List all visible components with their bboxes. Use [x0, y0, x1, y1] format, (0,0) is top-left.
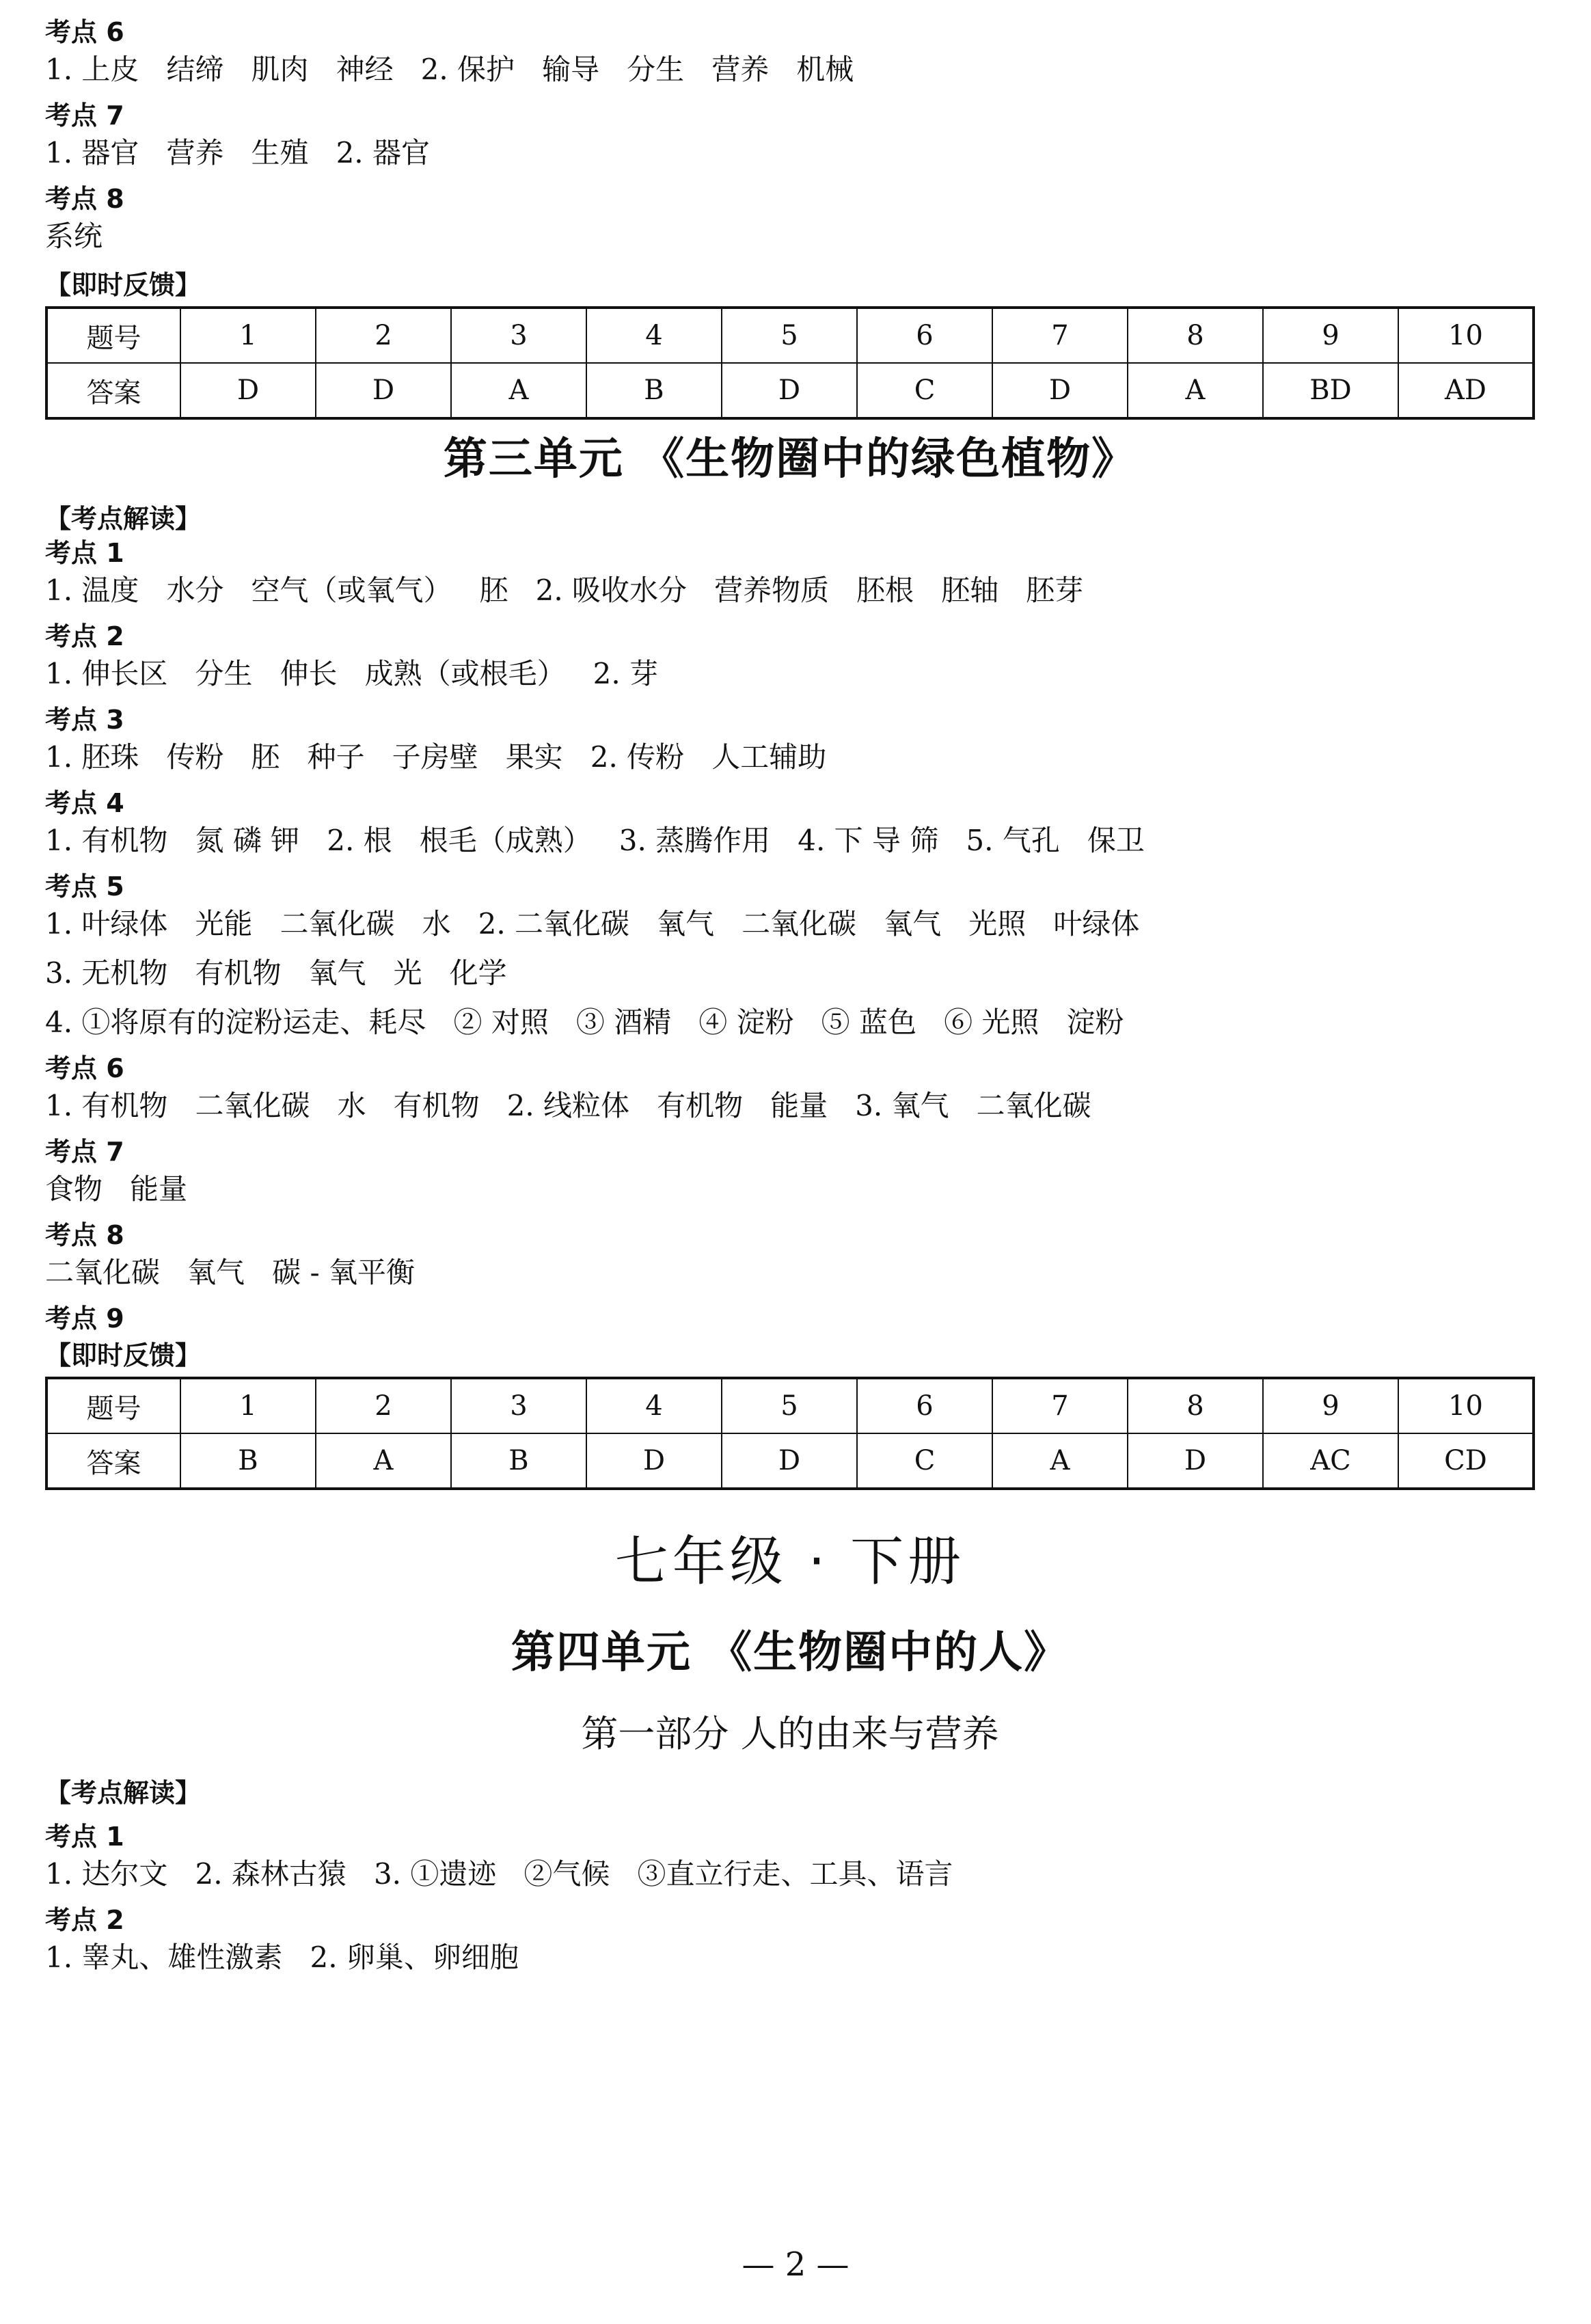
answer-cell: D: [992, 363, 1128, 418]
point-label: 考点 9: [45, 1303, 124, 1334]
answer-line: 4. ①将原有的淀粉运走、耗尽 ② 对照 ③ 酒精 ④ 淀粉 ⑤ 蓝色 ⑥ 光照 淀粉: [45, 1005, 1124, 1039]
question-number: 6: [857, 1378, 992, 1433]
table-row-answers: [46, 1433, 1534, 1489]
question-number: 3: [451, 1378, 586, 1433]
answer-cell: C: [857, 363, 992, 418]
answer-line: 1. 有机物 二氧化碳 水 有机物 2. 线粒体 有机物 能量 3. 氧气 二氧化碳: [45, 1089, 1091, 1122]
answer-cell: CD: [1398, 1433, 1534, 1489]
answer-line: 食物 能量: [45, 1172, 188, 1206]
question-number: 10: [1398, 308, 1534, 363]
answer-cell: B: [180, 1433, 316, 1489]
page-number: — 2 —: [742, 2245, 849, 2284]
question-number: 2: [316, 308, 451, 363]
row-header: 答案: [46, 1433, 180, 1489]
point-label: 考点 2: [45, 621, 124, 651]
unit-title: 第三单元 《生物圈中的绿色植物》: [443, 434, 1137, 485]
question-number: 2: [316, 1378, 451, 1433]
row-header: 题号: [46, 1378, 180, 1433]
point-label: 考点 6: [45, 1053, 124, 1083]
question-number: 6: [857, 308, 992, 363]
row-header: 答案: [46, 363, 180, 418]
unit-title: 第四单元 《生物圈中的人》: [511, 1627, 1070, 1678]
point-label: 考点 6: [45, 17, 124, 47]
answer-cell: A: [1128, 363, 1263, 418]
answer-table: [45, 1377, 1535, 1490]
answer-line: 1. 睾丸、雄性激素 2. 卵巢、卵细胞: [45, 1941, 519, 1974]
point-label: 考点 5: [45, 871, 124, 902]
question-number: 7: [992, 1378, 1128, 1433]
answer-line: 1. 伸长区 分生 伸长 成熟（或根毛） 2. 芽: [45, 657, 659, 690]
point-label: 考点 1: [45, 538, 124, 568]
point-label: 考点 7: [45, 100, 124, 131]
question-number: 1: [180, 1378, 316, 1433]
answer-cell: A: [316, 1433, 451, 1489]
answer-line: 1. 胚珠 传粉 胚 种子 子房壁 果实 2. 传粉 人工辅助: [45, 740, 827, 774]
part-title: 第一部分 人的由来与营养: [581, 1712, 999, 1755]
answer-cell: A: [992, 1433, 1128, 1489]
reading-heading: 【考点解读】: [45, 1778, 202, 1808]
point-label: 考点 7: [45, 1137, 124, 1167]
feedback-heading: 【即时反馈】: [45, 270, 202, 300]
point-label: 考点 4: [45, 788, 124, 818]
answer-cell: AC: [1263, 1433, 1398, 1489]
answer-line: 1. 温度 水分 空气（或氧气） 胚 2. 吸收水分 营养物质 胚根 胚轴 胚芽: [45, 573, 1084, 607]
answer-cell: D: [1128, 1433, 1263, 1489]
answer-cell: D: [180, 363, 316, 418]
question-number: 4: [586, 308, 722, 363]
table-row-answers: [46, 363, 1534, 418]
answer-cell: B: [586, 363, 722, 418]
row-header: 题号: [46, 308, 180, 363]
answer-cell: B: [451, 1433, 586, 1489]
answer-line: 系统: [45, 219, 103, 253]
answer-cell: C: [857, 1433, 992, 1489]
answer-cell: D: [316, 363, 451, 418]
answer-line: 1. 上皮 结缔 肌肉 神经 2. 保护 输导 分生 营养 机械: [45, 53, 854, 86]
answer-cell: BD: [1263, 363, 1398, 418]
answer-line: 1. 达尔文 2. 森林古猿 3. ①遗迹 ②气候 ③直立行走、工具、语言: [45, 1857, 953, 1891]
answer-line: 1. 叶绿体 光能 二氧化碳 水 2. 二氧化碳 氧气 二氧化碳 氧气 光照 叶绿体: [45, 907, 1140, 941]
answer-cell: D: [722, 363, 857, 418]
question-number: 5: [722, 308, 857, 363]
top-section: [45, 15, 1535, 420]
point-label: 考点 3: [45, 705, 124, 735]
point-label: 考点 8: [45, 184, 124, 214]
question-number: 5: [722, 1378, 857, 1433]
question-number: 4: [586, 1378, 722, 1433]
question-number: 7: [992, 308, 1128, 363]
question-number: 10: [1398, 1378, 1534, 1433]
table-row-numbers: [46, 308, 1534, 363]
answer-line: 1. 器官 营养 生殖 2. 器官: [45, 136, 431, 170]
answer-cell: A: [451, 363, 586, 418]
point-label: 考点 1: [45, 1822, 124, 1852]
answer-line: 二氧化碳 氧气 碳 - 氧平衡: [45, 1256, 415, 1289]
answer-table: [45, 306, 1535, 420]
reading-heading: 【考点解读】: [45, 504, 202, 534]
answer-line: 1. 有机物 氮 磷 钾 2. 根 根毛（成熟） 3. 蒸腾作用 4. 下 导 筛 5. 气孔 保卫: [45, 824, 1145, 857]
answer-line: 3. 无机物 有机物 氧气 光 化学: [45, 956, 507, 990]
table-row-numbers: [46, 1378, 1534, 1433]
question-number: 3: [451, 308, 586, 363]
answer-cell: D: [722, 1433, 857, 1489]
point-label: 考点 2: [45, 1905, 124, 1935]
unit4-section: [45, 1620, 1535, 1986]
grade-title: 七年级 · 下册: [614, 1531, 966, 1593]
answer-cell: AD: [1398, 363, 1534, 418]
feedback-heading: 【即时反馈】: [45, 1340, 202, 1370]
answer-key-page: [45, 15, 1535, 1986]
answer-cell: D: [586, 1433, 722, 1489]
question-number: 8: [1128, 1378, 1263, 1433]
point-label: 考点 8: [45, 1220, 124, 1250]
question-number: 1: [180, 308, 316, 363]
question-number: 9: [1263, 1378, 1398, 1433]
question-number: 8: [1128, 308, 1263, 363]
question-number: 9: [1263, 308, 1398, 363]
unit3-section: [45, 427, 1535, 1490]
